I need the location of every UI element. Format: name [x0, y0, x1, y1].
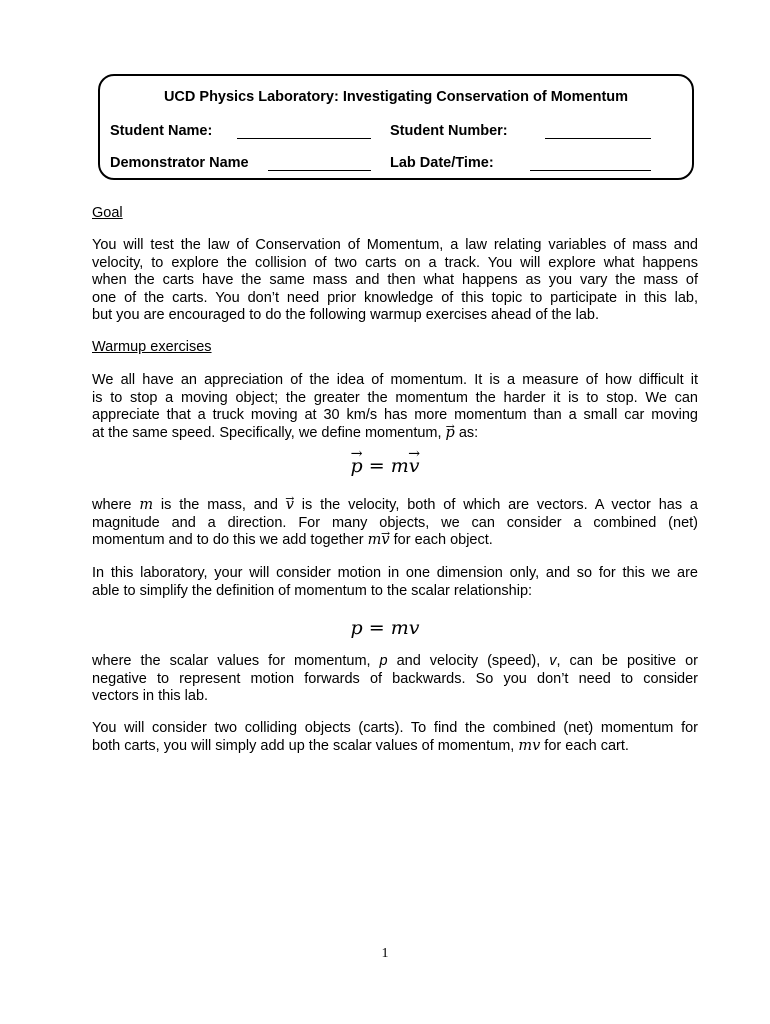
warmup-line: at the same speed. Specifically, we define momentum, → p as:: [92, 425, 698, 443]
warmup-paragraph-4: [92, 653, 698, 706]
warmup-line: appreciate that a truck moving at 30 km/s has more momentum than a small car moving: [92, 407, 698, 424]
goal-paragraph: [92, 237, 698, 325]
goal-line: but you are encouraged to do the following warmup exercises ahead of the lab.: [92, 307, 600, 324]
goal-heading: Goal: [92, 205, 123, 221]
warmup-line: magnitude and a direction. For many objects, we can consider a combined (net): [92, 514, 698, 531]
momentum-vector-symbol: → p: [446, 425, 455, 443]
student-number-label: Student Number:: [390, 123, 508, 139]
warmup-line: In this laboratory, your will consider motion in one dimension only, and so for this we are: [92, 565, 698, 581]
momentum-scalar-equation: p = mv: [350, 617, 420, 639]
warmup-paragraph-1: [92, 372, 698, 442]
goal-line: one of the carts. You don’t need prior knowledge of this topic to participate in this lab,: [92, 289, 698, 306]
demonstrator-name-field[interactable]: [268, 170, 371, 171]
page-number: 1: [381, 946, 389, 961]
warmup-line: is to stop a moving object; the greater the momentum the harder it is to stop. We can: [92, 389, 698, 406]
warmup-line: both carts, you will simply add up the scalar values of momentum, mv for each cart.: [92, 737, 629, 754]
lab-date-label: Lab Date/Time:: [390, 155, 494, 171]
warmup-line: We all have an appreciation of the idea of momentum. It is a measure of how difficult it: [92, 372, 698, 388]
warmup-heading: Warmup exercises: [92, 339, 212, 355]
warmup-line: where m is the mass, and → v is the velocity, both of which are vectors. A vector has a: [92, 497, 698, 515]
lab-title: UCD Physics Laboratory: Investigating Conservation of Momentum: [163, 89, 629, 105]
momentum-vector-equation: → p = m→ v: [0, 455, 770, 477]
warmup-paragraph-2: [92, 497, 698, 550]
warmup-line: You will consider two colliding objects (carts). To find the combined (net) momentum for: [92, 720, 698, 736]
warmup-line: momentum and to do this we add together m→ v for each object.: [92, 532, 698, 550]
warmup-line: negative to represent motion forwards of backwards. So you don’t need to consider: [92, 670, 698, 687]
student-number-field[interactable]: [545, 138, 651, 139]
student-name-label: Student Name:: [110, 123, 213, 139]
goal-line: velocity, to explore the collision of two carts on a track. You will explore what happens: [92, 254, 698, 271]
goal-line: You will test the law of Conservation of Momentum, a law relating variables of mass and: [92, 237, 698, 253]
goal-line: when the carts have the same mass and then what happens as you vary the mass of: [92, 272, 698, 289]
student-name-field[interactable]: [237, 138, 371, 139]
warmup-line: where the scalar values for momentum, p and velocity (speed), v, can be positive or: [92, 653, 698, 669]
warmup-paragraph-3: [92, 565, 698, 600]
lab-date-field[interactable]: [530, 170, 651, 171]
warmup-line: able to simplify the definition of momentum to the scalar relationship:: [92, 582, 533, 599]
warmup-paragraph-5: [92, 720, 698, 755]
warmup-line: vectors in this lab.: [92, 688, 209, 705]
header-box: [98, 74, 694, 180]
demonstrator-name-label: Demonstrator Name: [110, 155, 249, 171]
